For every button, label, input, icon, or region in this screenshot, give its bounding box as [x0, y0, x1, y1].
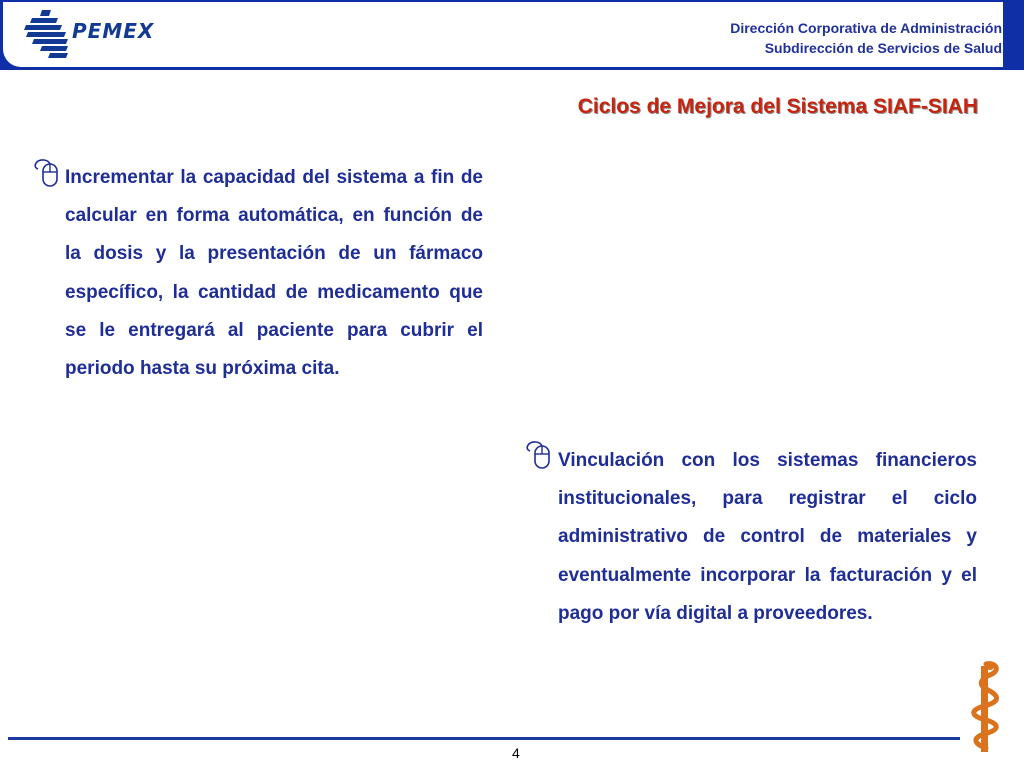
header-line-2: Subdirección de Servicios de Salud: [764, 40, 1002, 56]
bullet-1-text: Incrementar la capacidad del sistema a fin de calcular en forma automática, en función de la dosis y la presentación de un fármaco específico, la cantidad de medicamento que se le entregará al paciente para cubrir el periodo hasta su próxima cita.: [65, 167, 483, 380]
header-org-text: [730, 18, 1002, 58]
footer-divider: [8, 737, 960, 740]
mouse-icon: [524, 440, 552, 470]
bullet-2-text: Vinculación con los sistemas financieros institucionales, para registrar el ciclo administrativo de control de materiales y eventualmente incorporar la facturación y el pago por vía digital a proveedores.: [558, 450, 977, 624]
header-bar: [0, 0, 1024, 70]
medical-staff-emblem-icon: [960, 660, 1010, 755]
pemex-logo-text: PEMEX: [72, 19, 155, 43]
page-number: 4: [512, 745, 520, 761]
header-line-1: Dirección Corporativa de Administración: [730, 20, 1002, 36]
mouse-icon: [32, 158, 60, 188]
page-title: Ciclos de Mejora del Sistema SIAF-SIAH: [577, 95, 978, 118]
